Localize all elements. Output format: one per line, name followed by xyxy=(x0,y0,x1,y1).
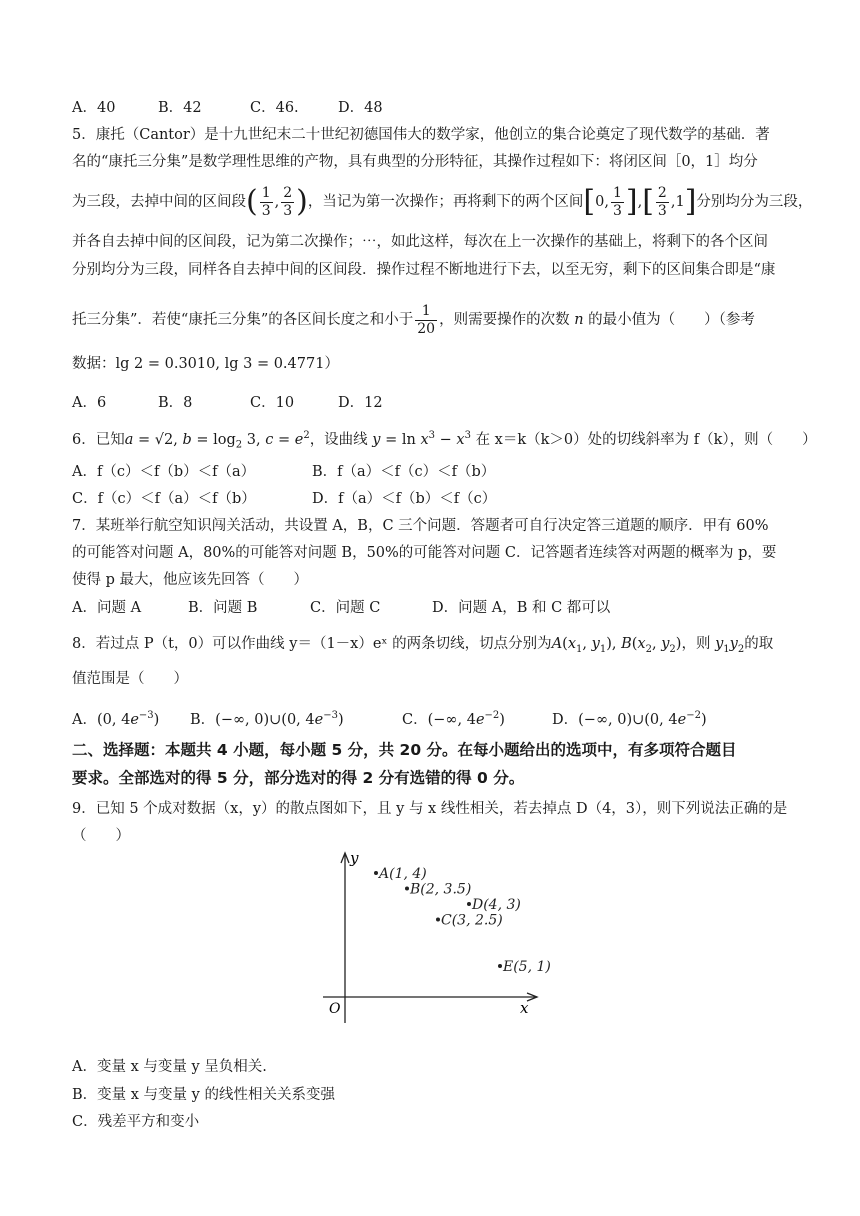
q5-option-c: C．10 xyxy=(250,395,295,411)
q5-line-6-a: 托三分集”．若使“康托三分集”的各区间长度之和小于 xyxy=(72,312,414,328)
scatter-point-label: C(3, 2.5) xyxy=(441,912,503,929)
q6-line-1: 6．已知a = √2, $b = \log_2 3$, $c = e^2$，设曲线 $y = \ln x^3 - x^3$ 在 x＝k（k＞0）处的切线斜率为 f（k），则（ ） xyxy=(72,430,817,451)
q5-option-d: D．12 xyxy=(338,395,383,411)
q8-line-1-a: 8．若过点 P（t，0）可以作曲线 y＝（1－x）eˣ 的两条切线，切点分别为 xyxy=(72,636,552,652)
q4-option-a: A．40 xyxy=(72,100,116,116)
q5-options xyxy=(72,392,383,414)
q4-option-b: B．42 xyxy=(158,100,202,116)
scatter-point xyxy=(467,902,471,906)
q6-option-b: B．f（a）＜f（c）＜f（b） xyxy=(312,464,496,480)
q9-line-2: （ ） xyxy=(72,828,130,844)
q5-n-variable: n xyxy=(574,312,584,328)
q8-option-d: D．(−∞, 0)∪(0, $4e^{-2}$) xyxy=(552,710,707,728)
scatter-point xyxy=(374,871,378,875)
q5-line-7 xyxy=(72,353,339,375)
q6-option-a: A．f（c）＜f（b）＜f（a） xyxy=(72,464,256,480)
q4-options xyxy=(72,97,383,119)
q6-option-c: C．f（c）＜f（a）＜f（b） xyxy=(72,491,256,507)
q9-option-c: C．残差平方和变小 xyxy=(72,1114,200,1130)
q8-options xyxy=(72,702,707,734)
q5-option-b: B．8 xyxy=(158,395,193,411)
scatter-point-label: B(2, 3.5) xyxy=(410,881,472,898)
q5-line-2: 名的“康托三分集”是数学理性思维的产物，具有典型的分形特征，其操作过程如下：将闭区间［0，1］均分 xyxy=(72,154,758,170)
q5-line-6-b: ，则需要操作的次数 xyxy=(439,312,570,328)
q8-line-1-c: 的取 xyxy=(744,636,774,652)
y-axis-label: y xyxy=(350,849,359,867)
q5-line-3-c: 分别均分为三段， xyxy=(696,194,813,210)
q7-option-b: B．问题 B xyxy=(188,600,258,616)
section-2-heading-line-1: 二、选择题：本题共 4 小题，每小题 5 分，共 20 分。在每小题给出的选项中，有多项符合题目 xyxy=(72,741,737,759)
q5-reference-data: lg 2 = 0.3010, lg 3 = 0.4771 xyxy=(115,356,325,372)
q8-line-1-b: ，则 xyxy=(681,636,711,652)
q8-option-b: B．(−∞, 0)∪(0, $4e^{-3}$) xyxy=(190,710,344,728)
q6-mid: ，设曲线 xyxy=(309,431,368,448)
q6-options-row-1 xyxy=(72,461,495,483)
q6-prefix: 6．已知 xyxy=(72,431,125,448)
scatter-plot xyxy=(315,843,551,1028)
q6-options-row-2 xyxy=(72,488,496,510)
q5-line-3: 为三段，去掉中间的区间段( $\frac{1}{3}$ , $\frac{2}{3}$ )，当记为第一次操作；再将剩下的两个区间[0, $\frac{1}{3}$ ],[ $\frac{2}{3}$ ,1]分别均分为三段， xyxy=(72,184,813,219)
q5-line-7-a: 数据： xyxy=(72,356,116,372)
q8-line-2: 值范围是（ ） xyxy=(72,671,188,687)
q9-line-1: 9．已知 5 个成对数据（x，y）的散点图如下，且 y 与 x 线性相关，若去掉点 D（4，3），则下列说法正确的是 xyxy=(72,801,788,817)
q8-option-a: A．(0, $4e^{-3}$) xyxy=(72,710,160,728)
scatter-point-label: D(4, 3) xyxy=(472,897,521,913)
q9-option-b: B．变量 x 与变量 y 的线性相关关系变强 xyxy=(72,1087,335,1103)
q9-option-a: A．变量 x 与变量 y 呈负相关. xyxy=(72,1059,267,1075)
q5-option-a: A．6 xyxy=(72,395,107,411)
q7-option-c: C．问题 C xyxy=(310,600,381,616)
q6-tail: 在 x＝k（k＞0）处的切线斜率为 f（k），则（ ） xyxy=(475,431,817,448)
scatter-point xyxy=(498,964,502,968)
q7-options xyxy=(72,597,610,619)
origin-label: O xyxy=(329,1001,341,1017)
q6-option-d: D．f（a）＜f（b）＜f（c） xyxy=(312,491,497,507)
scatter-point-label: E(5, 1) xyxy=(503,959,551,975)
q5-line-5: 分别均分为三段，同样各自去掉中间的区间段．操作过程不断地进行下去，以至无穷，剩下的区间集合即是“康 xyxy=(72,262,776,278)
scatter-point xyxy=(436,918,440,922)
q4-option-c: C．46. xyxy=(250,100,299,116)
q5-line-6: 托三分集”．若使“康托三分集”的各区间长度之和小于 $\frac{1}{20}$ ，则需要操作的次数 n 的最小值为（ ）（参考 xyxy=(72,302,755,337)
x-axis-label: x xyxy=(520,999,529,1017)
q5-line-3-a: 为三段，去掉中间的区间段 xyxy=(72,194,246,210)
q7-option-a: A．问题 A xyxy=(72,600,142,616)
scatter-point xyxy=(405,887,409,891)
q4-option-d: D．48 xyxy=(338,100,383,116)
q5-line-7-b: ） xyxy=(324,356,339,372)
q5-line-3-b: ，当记为第一次操作；再将剩下的两个区间 xyxy=(307,194,584,210)
section-2-heading-line-2: 要求。全部选对的得 5 分，部分选对的得 2 分有选错的得 0 分。 xyxy=(72,769,525,787)
q5-line-6-c: 的最小值为（ ）（参考 xyxy=(588,312,755,328)
q7-option-d: D．问题 A，B 和 C 都可以 xyxy=(432,600,611,616)
q5-line-4: 并各自去掉中间的区间段，记为第二次操作；⋯，如此这样，每次在上一次操作的基础上，将剩下的各个区间 xyxy=(72,234,768,250)
q7-line-1: 7．某班举行航空知识闯关活动，共设置 A，B，C 三个问题．答题者可自行决定答三道题的顺序．甲有 60% xyxy=(72,518,769,534)
q7-line-3: 使得 p 最大，他应该先回答（ ） xyxy=(72,572,308,588)
q5-line-1: 5．康托（Cantor）是十九世纪末二十世纪初德国伟大的数学家，他创立的集合论奠定了现代数学的基础．著 xyxy=(72,127,770,143)
scatter-point-label: A(1, 4) xyxy=(379,866,427,882)
q8-line-1: 8．若过点 P（t，0）可以作曲线 y＝（1－x）eˣ 的两条切线，切点分别为$A(x_1$, $y_1$), $B(x_2$, $y_2$)，则 $y_1y_2$的取 xyxy=(72,636,774,655)
q7-line-2: 的可能答对问题 A，80%的可能答对问题 B，50%的可能答对问题 C．记答题者连续答对两题的概率为 p，要 xyxy=(72,545,777,561)
q8-option-c: C．(−∞, $4e^{-2}$) xyxy=(402,710,505,728)
